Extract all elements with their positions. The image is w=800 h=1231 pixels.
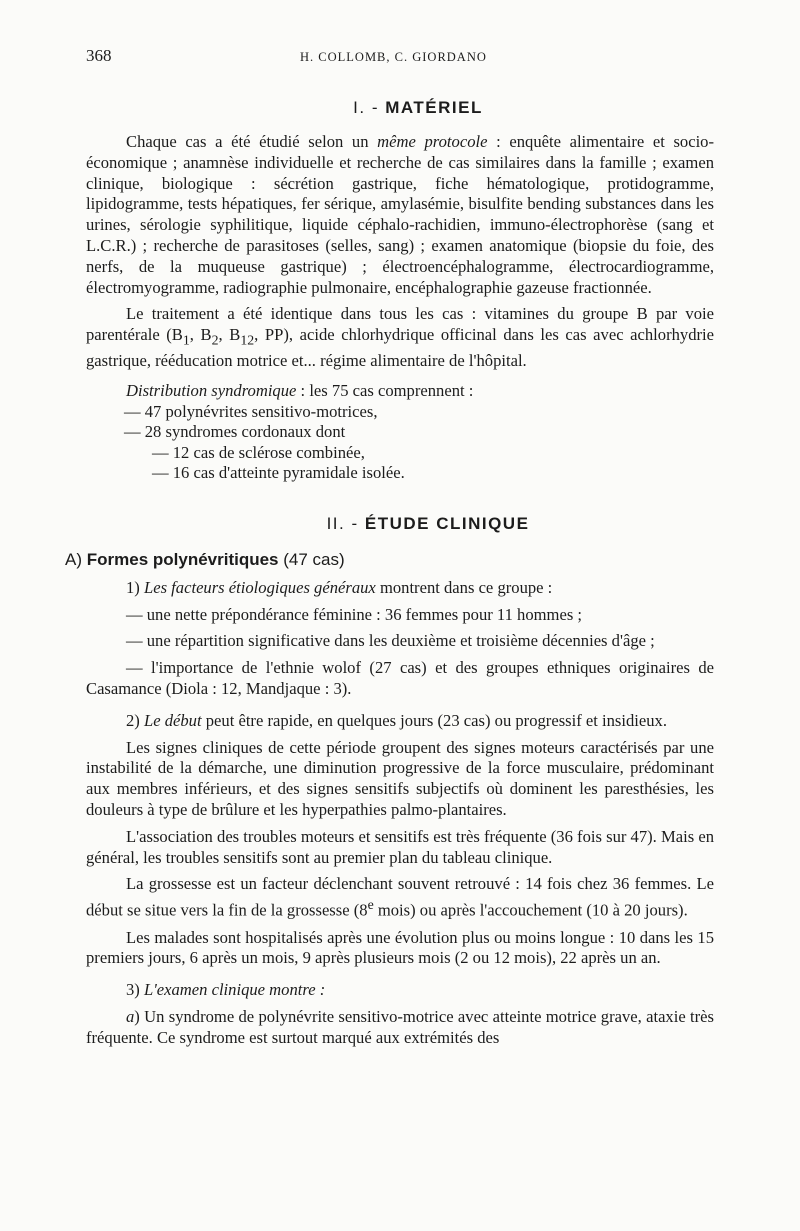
paragraph-examen xyxy=(86,980,714,1001)
text: Chaque cas a été étudié selon un xyxy=(126,132,378,151)
subscript: 12 xyxy=(240,332,255,348)
list-item: — 47 polynévrites sensitivo-motrices, xyxy=(124,401,378,421)
paragraph-debut xyxy=(86,711,714,732)
section-heading-etude-clinique xyxy=(142,514,714,534)
list-item: — 28 syndromes cordonaux dont xyxy=(124,422,346,442)
text: 1) xyxy=(126,577,144,597)
emphasis: Distribution syndromique xyxy=(126,381,297,401)
paragraph-distribution xyxy=(86,381,714,402)
list-item: — 12 cas de sclérose combinée, xyxy=(152,442,365,462)
section-heading-materiel xyxy=(122,98,714,118)
text: , B xyxy=(189,325,212,345)
text: mois) ou après l'accouchement (10 à 20 jours). xyxy=(373,900,688,920)
text: : enquête alimentaire et socio-économique ; anamnèse individuelle et recherche de cas similaires dans la famille ; examen clinique, biologique : sécrétion gastrique, fiche hématologique, protidogramme, lipidogramme, tests hépatiques, fer sérique, amylasémie, bisulfite bending substances dans les urines, sérologie syphilitique, liquide céphalo-rachidien, immuno-électrophorèse (sang et L.C.R.) ; recherche de parasitoses (selles, sang) ; examen anatomique (biopsie du foie, des nerfs, de la muqueuse gastrique) ; électroencéphalogramme, électrocardiogramme, électromyogramme, radiographie pulmonaire, encéphalographie gazeuse fractionnée. xyxy=(86,132,715,297)
text: montrent dans ce groupe : xyxy=(375,577,553,597)
subscript: 1 xyxy=(182,332,190,348)
subsection-heading xyxy=(65,550,714,570)
page-header xyxy=(86,42,714,72)
emphasis: Les facteurs étiologiques généraux xyxy=(143,577,376,597)
bullet-paragraph: — une nette prépondérance féminine : 36 femmes pour 11 hommes ; xyxy=(126,604,583,624)
text: Le traitement a été identique dans tous les cas : vitamines du groupe B par voie parentérale (B xyxy=(86,304,714,345)
running-title: H. COLLOMB, C. GIORDANO xyxy=(300,50,487,64)
paragraph-grossesse xyxy=(86,874,714,921)
paragraph-protocole xyxy=(86,132,714,298)
paragraph-signes-cliniques: Les signes cliniques de cette période groupent des signes moteurs caractérisés par une instabilité de la démarche, une diminution progressive de la force musculaire, prédominant aux membres inférieurs, et des signes sensitifs subjectifs où dominent les paresthésies, les douleurs à type de brûlure et les hyperpathies palmo-plantaires. xyxy=(86,737,714,820)
section-numeral: II. - xyxy=(326,513,365,533)
text: , B xyxy=(218,325,241,345)
bullet-paragraph: — une répartition significative dans les deuxième et troisième décennies d'âge ; xyxy=(126,631,655,651)
subsection-title: Formes polynévritiques xyxy=(86,549,279,569)
section-title: ÉTUDE CLINIQUE xyxy=(364,513,530,533)
section-body-materiel xyxy=(86,132,714,484)
subsection-label: A) xyxy=(65,549,87,569)
emphasis: même protocole xyxy=(377,132,488,151)
paragraph-association: L'association des troubles moteurs et sensitifs est très fréquente (36 fois sur 47). Mais en général, les troubles sensitifs sont au premier plan du tableau clinique. xyxy=(86,826,714,867)
page-number: 368 xyxy=(86,46,112,65)
paragraph-hospitalisation: Les malades sont hospitalisés après une évolution plus ou moins longue : 10 dans les 15 premiers jours, 6 après un mois, 9 après plusieurs mois (2 ou 12 mois), 22 après un an. xyxy=(86,927,714,968)
list-item: — 16 cas d'atteinte pyramidale isolée. xyxy=(152,463,405,483)
text: peut être rapide, en quelques jours (23 cas) ou progressif et insidieux. xyxy=(201,710,668,730)
paragraph-syndrome-a xyxy=(86,1007,714,1049)
text: ) Un syndrome de polynévrite sensitivo-motrice avec atteinte motrice grave, ataxie très fréquente. Ce syndrome est surtout marqué aux extrémités des xyxy=(86,1006,714,1047)
text: 2) xyxy=(126,710,144,730)
paragraph-facteurs xyxy=(86,578,714,599)
text: La grossesse est un facteur déclenchant souvent retrouvé : 14 fois chez 36 femmes. Le début se situe vers la fin de la grossesse (8 xyxy=(86,874,714,920)
paragraph-traitement xyxy=(86,304,714,372)
emphasis: Le début xyxy=(143,710,202,730)
superscript: e xyxy=(367,897,374,913)
section-numeral: I. - xyxy=(353,98,386,117)
emphasis: a xyxy=(126,1006,135,1026)
bullet-paragraph: — l'importance de l'ethnie wolof (27 cas) et des groupes ethniques originaires de Casamance (Diola : 12, Mandjaque : 3). xyxy=(86,658,714,699)
section-title: MATÉRIEL xyxy=(385,98,483,117)
page xyxy=(65,42,715,1049)
text: , PP), acide chlorhydrique officinal dans les cas avec achlorhydrie gastrique, rééducation motrice et... régime alimentaire de l'hôpital. xyxy=(86,325,714,371)
text: : les 75 cas comprennent : xyxy=(296,381,474,401)
subscript: 2 xyxy=(211,332,219,348)
text: 3) xyxy=(126,980,144,1000)
emphasis: L'examen clinique montre : xyxy=(143,980,326,1000)
subsection-count: (47 cas) xyxy=(278,549,345,569)
